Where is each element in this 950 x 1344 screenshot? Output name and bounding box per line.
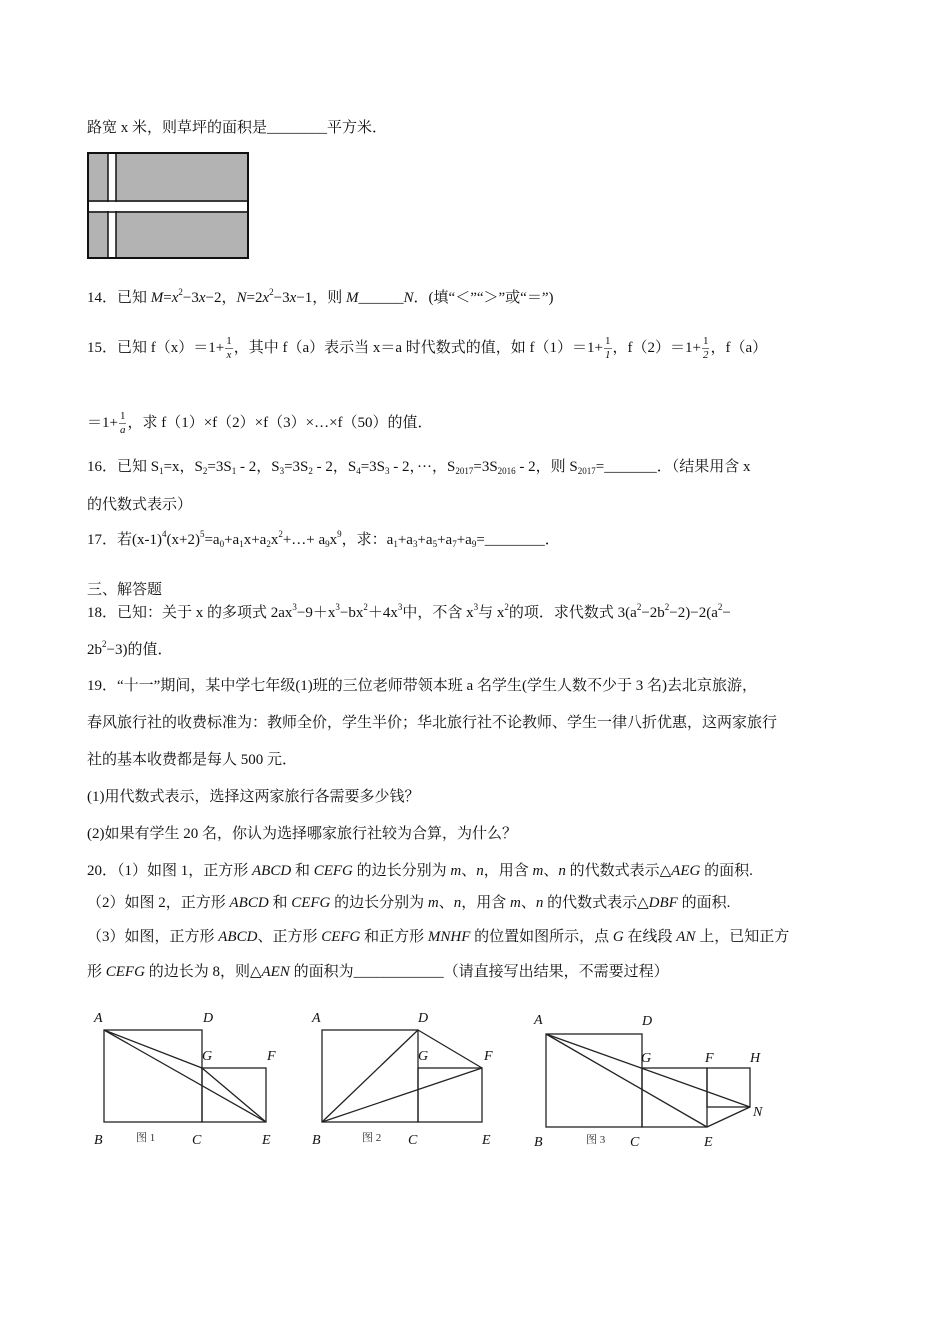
text-segment: 2 [202, 466, 208, 476]
text-segment: ＝1+ [87, 414, 118, 431]
text-segment: 的面积. [700, 863, 753, 879]
text-segment: x+a [243, 532, 267, 548]
label-H: H [750, 1051, 761, 1066]
text-segment: ，用含 [483, 863, 533, 879]
text-segment: x [171, 290, 179, 306]
text-segment: 4 [162, 529, 167, 539]
fraction-numerator: 1 [702, 335, 709, 347]
fraction-denominator: 1 [605, 349, 611, 361]
label-A: A [312, 1011, 321, 1026]
text-segment: 2 [363, 602, 368, 612]
text-segment: 1 [231, 466, 237, 476]
label-C: C [192, 1133, 202, 1148]
text-segment: - 2，S [236, 459, 280, 475]
text-segment: 14．已知 [87, 290, 151, 306]
label-A: A [534, 1013, 543, 1028]
text-segment: 2016 [497, 466, 516, 476]
text-segment: 的项．求代数式 3(a [508, 605, 637, 621]
text-segment: x [289, 290, 297, 306]
text-segment: 3 [397, 602, 403, 612]
text-segment: 的代数式表示△ [543, 895, 649, 911]
text-segment: 路宽 x 米，则草坪的面积是________平方米． [87, 120, 388, 136]
text-segment: AEN [261, 964, 290, 980]
text-segment: 0 [219, 539, 225, 549]
text-segment: −2b [641, 605, 665, 621]
text-segment: AN [676, 929, 696, 945]
label-C: C [630, 1135, 640, 1150]
text-segment: =a [204, 532, 220, 548]
fraction-denominator: a [119, 424, 126, 436]
text-segment: 2017 [455, 466, 474, 476]
text-segment: 16．已知 S [87, 459, 160, 475]
text-segment: 和 [291, 863, 314, 879]
figure-3-caption: 图 3 [586, 1134, 606, 1146]
figure-2 [322, 1030, 482, 1122]
text-segment: ABCD [252, 863, 292, 879]
text-segment: （3）如图，正方形 [87, 929, 219, 945]
label-E: E [704, 1135, 713, 1150]
label-A: A [94, 1011, 103, 1026]
text-segment: 社的基本收费都是每人 500 元． [87, 752, 298, 768]
text-segment: DBF [648, 895, 678, 911]
text-segment: 9 [471, 539, 477, 549]
text-segment: 、 [461, 863, 477, 879]
label-B: B [312, 1133, 321, 1148]
label-F: F [705, 1051, 714, 1066]
figure-1-caption: 图 1 [136, 1132, 156, 1144]
text-segment: n [453, 895, 462, 911]
text-segment: 2017 [577, 466, 596, 476]
figure-1-labels [93, 1011, 276, 1148]
text-segment: 5 [199, 529, 205, 539]
text-segment: 3 [279, 466, 285, 476]
text-segment: ，f（2）＝1+ [612, 339, 701, 356]
text-segment: 5 [432, 539, 438, 549]
text-segment: x [262, 290, 270, 306]
text-segment: 、正方形 [257, 929, 322, 945]
text-segment: −2)−2(a [669, 605, 718, 621]
text-segment: ______ [358, 290, 404, 306]
text-segment: 20．（1）如图 1，正方形 [87, 863, 253, 879]
text-segment: ．(填“＜”“＞”或“＝”) [413, 290, 554, 306]
text-segment: 9 [325, 539, 330, 549]
text-segment: n [476, 863, 484, 879]
text-segment: 2 [636, 602, 642, 612]
text-segment: 3 [292, 602, 297, 612]
text-segment: 、 [543, 863, 559, 879]
label-B: B [94, 1133, 103, 1148]
text-segment: 和正方形 [360, 929, 428, 945]
text-segment: 2 [266, 539, 271, 549]
label-D: D [203, 1011, 214, 1026]
text-segment: 2 [504, 602, 509, 612]
label-D: D [642, 1014, 653, 1029]
text-segment: 的面积为____________（请直接写出结果，不需要过程） [289, 964, 669, 980]
text-segment: 、 [520, 895, 536, 911]
text-segment: CEFG [105, 964, 145, 980]
lawn-diagram [88, 153, 248, 258]
label-B: B [534, 1135, 543, 1150]
text-segment: 2b [87, 642, 102, 658]
text-segment: 的代数式表示△ [565, 863, 672, 879]
text-segment: G [612, 929, 624, 945]
label-E: E [482, 1133, 491, 1148]
text-segment: (x+2) [166, 532, 200, 548]
label-E: E [262, 1133, 271, 1148]
text-segment: ，其中 f（a）表示当 x＝a 时代数式的值，如 f（1）＝1+ [233, 339, 603, 356]
text-segment: x [270, 532, 279, 548]
text-segment: MNHF [427, 929, 471, 945]
text-segment: 与 x [478, 605, 505, 621]
text-segment: M [150, 290, 164, 306]
text-segment: - 2，S [312, 459, 357, 475]
text-segment: 7 [452, 539, 457, 549]
text-segment: 的边长分别为 [352, 863, 451, 879]
text-segment: 的位置如图所示，点 [470, 929, 613, 945]
fraction-numerator: 1 [119, 410, 126, 422]
text-segment: ，求：a [341, 532, 394, 548]
text-segment: （2）如图 2，正方形 [87, 895, 230, 911]
text-segment: m [532, 863, 544, 879]
text-segment: 和 [268, 895, 292, 911]
text-segment: 18．已知：关于 x 的多项式 2ax [87, 605, 293, 621]
text-segment: (2)如果有学生 20 名，你认为选择哪家旅行社较为合算，为什么？ [87, 826, 517, 842]
text-segment: 中，不含 x [402, 605, 474, 621]
text-segment: ABCD [218, 929, 258, 945]
label-G: G [641, 1051, 652, 1066]
text-segment: 2 [308, 466, 313, 476]
text-segment: 1 [239, 539, 244, 549]
label-G: G [418, 1049, 429, 1064]
text-segment: ，求 f（1）×f（2）×f（3）×…×f（50）的值． [127, 414, 433, 431]
text-segment: 2 [178, 287, 183, 297]
text-segment: 19．“十一”期间，某中学七年级(1)班的三位老师带领本班 a 名学生(学生人数不少于 3 名)去北京旅游， [87, 678, 757, 694]
text-segment: 的代数式表示） [87, 497, 193, 513]
text-segment: 形 [87, 964, 106, 980]
label-G: G [202, 1049, 213, 1064]
text-segment: 1 [159, 466, 164, 476]
text-segment: (1)用代数式表示，选择这两家旅行各需要多少钱？ [87, 789, 420, 805]
fraction-numerator: 1 [226, 335, 232, 347]
text-segment: x [329, 532, 338, 548]
text-segment: ，f（a） [710, 339, 768, 356]
text-segment: - 2，则 S [515, 459, 578, 475]
text-segment: − [722, 605, 731, 621]
text-segment: N [236, 290, 247, 306]
text-segment: x [198, 290, 206, 306]
text-segment: m [510, 895, 521, 911]
text-segment: 3 [473, 602, 479, 612]
text-segment: −1，则 [296, 290, 347, 306]
text-segment: ABCD [229, 895, 269, 911]
text-segment: 三、解答题 [87, 582, 163, 598]
text-segment: m [450, 863, 462, 879]
text-segment: m [427, 895, 439, 911]
text-segment: 的边长为 8，则△ [144, 964, 262, 980]
text-segment: =x，S [163, 459, 203, 475]
figure-2-caption: 图 2 [362, 1132, 382, 1144]
text-segment: - 2，···，S [389, 459, 456, 475]
text-segment: 2 [269, 287, 274, 297]
text-segment: AEG [671, 863, 701, 879]
text-segment: 15．已知 f（x）＝1+ [87, 339, 225, 356]
text-segment: 4 [356, 466, 361, 476]
text-segment: =3S [207, 459, 232, 475]
text-segment: 2 [278, 529, 283, 539]
text-segment: +a [224, 532, 240, 548]
text-segment: +…+ a [282, 532, 326, 548]
text-segment: n [558, 863, 566, 879]
text-segment: =3S [473, 459, 498, 475]
text-segment: 的面积. [677, 895, 731, 911]
label-F: F [484, 1049, 493, 1064]
text-segment: 在线段 [623, 929, 677, 945]
text-segment: ，用含 [461, 895, 511, 911]
text-segment: =_______．（结果用含 x [595, 459, 751, 475]
figure-3 [546, 1034, 750, 1127]
text-segment: 上，已知正方 [695, 929, 790, 945]
text-segment: +a [417, 532, 433, 548]
text-segment: 2 [717, 602, 723, 612]
label-N: N [753, 1105, 763, 1120]
text-segment: =________． [476, 532, 560, 548]
text-segment: 3 [412, 539, 418, 549]
fraction-denominator: 2 [702, 349, 709, 361]
figure-1 [104, 1030, 266, 1122]
text-segment: =2 [246, 290, 263, 306]
text-segment: 的边长分别为 [330, 895, 428, 911]
text-segment: 、 [438, 895, 454, 911]
text-segment: 春风旅行社的收费标准为：教师全价，学生半价；华北旅行社不论教师、学生一律八折优惠，这两家旅行 [87, 715, 778, 731]
text-segment: −3)的值． [106, 642, 173, 658]
text-segment: −3 [273, 290, 290, 306]
text-segment: CEFG [291, 895, 331, 911]
label-C: C [408, 1133, 418, 1148]
text-segment: =3S [360, 459, 386, 475]
figure-2-labels [311, 1011, 493, 1148]
text-segment: +a [437, 532, 453, 548]
text-segment: 9 [337, 529, 342, 539]
text-segment: +a [397, 532, 413, 548]
text-segment: CEFG [313, 863, 353, 879]
text-segment: −3 [182, 290, 199, 306]
text-segment: n [535, 895, 544, 911]
text-segment: +a [456, 532, 472, 548]
text-segment: CEFG [321, 929, 361, 945]
fraction-numerator: 1 [605, 335, 611, 347]
text-segment: −bx [339, 605, 364, 621]
fraction-denominator: x [226, 349, 232, 361]
text-segment: 3 [385, 466, 390, 476]
text-segment: 2 [102, 639, 107, 649]
text-segment: M [346, 290, 359, 306]
text-segment: =3S [284, 459, 309, 475]
text-segment: 17．若(x-1) [87, 532, 162, 548]
text-segment: ＋4x [367, 605, 398, 621]
text-segment: −9＋x [296, 605, 336, 621]
text-segment: = [163, 290, 172, 306]
text-segment: −2， [205, 290, 237, 306]
text-segment: 3 [335, 602, 340, 612]
label-F: F [267, 1049, 276, 1064]
text-segment: 1 [393, 539, 398, 549]
text-segment: 2 [664, 602, 670, 612]
label-D: D [418, 1011, 429, 1026]
text-segment: N [403, 290, 414, 306]
